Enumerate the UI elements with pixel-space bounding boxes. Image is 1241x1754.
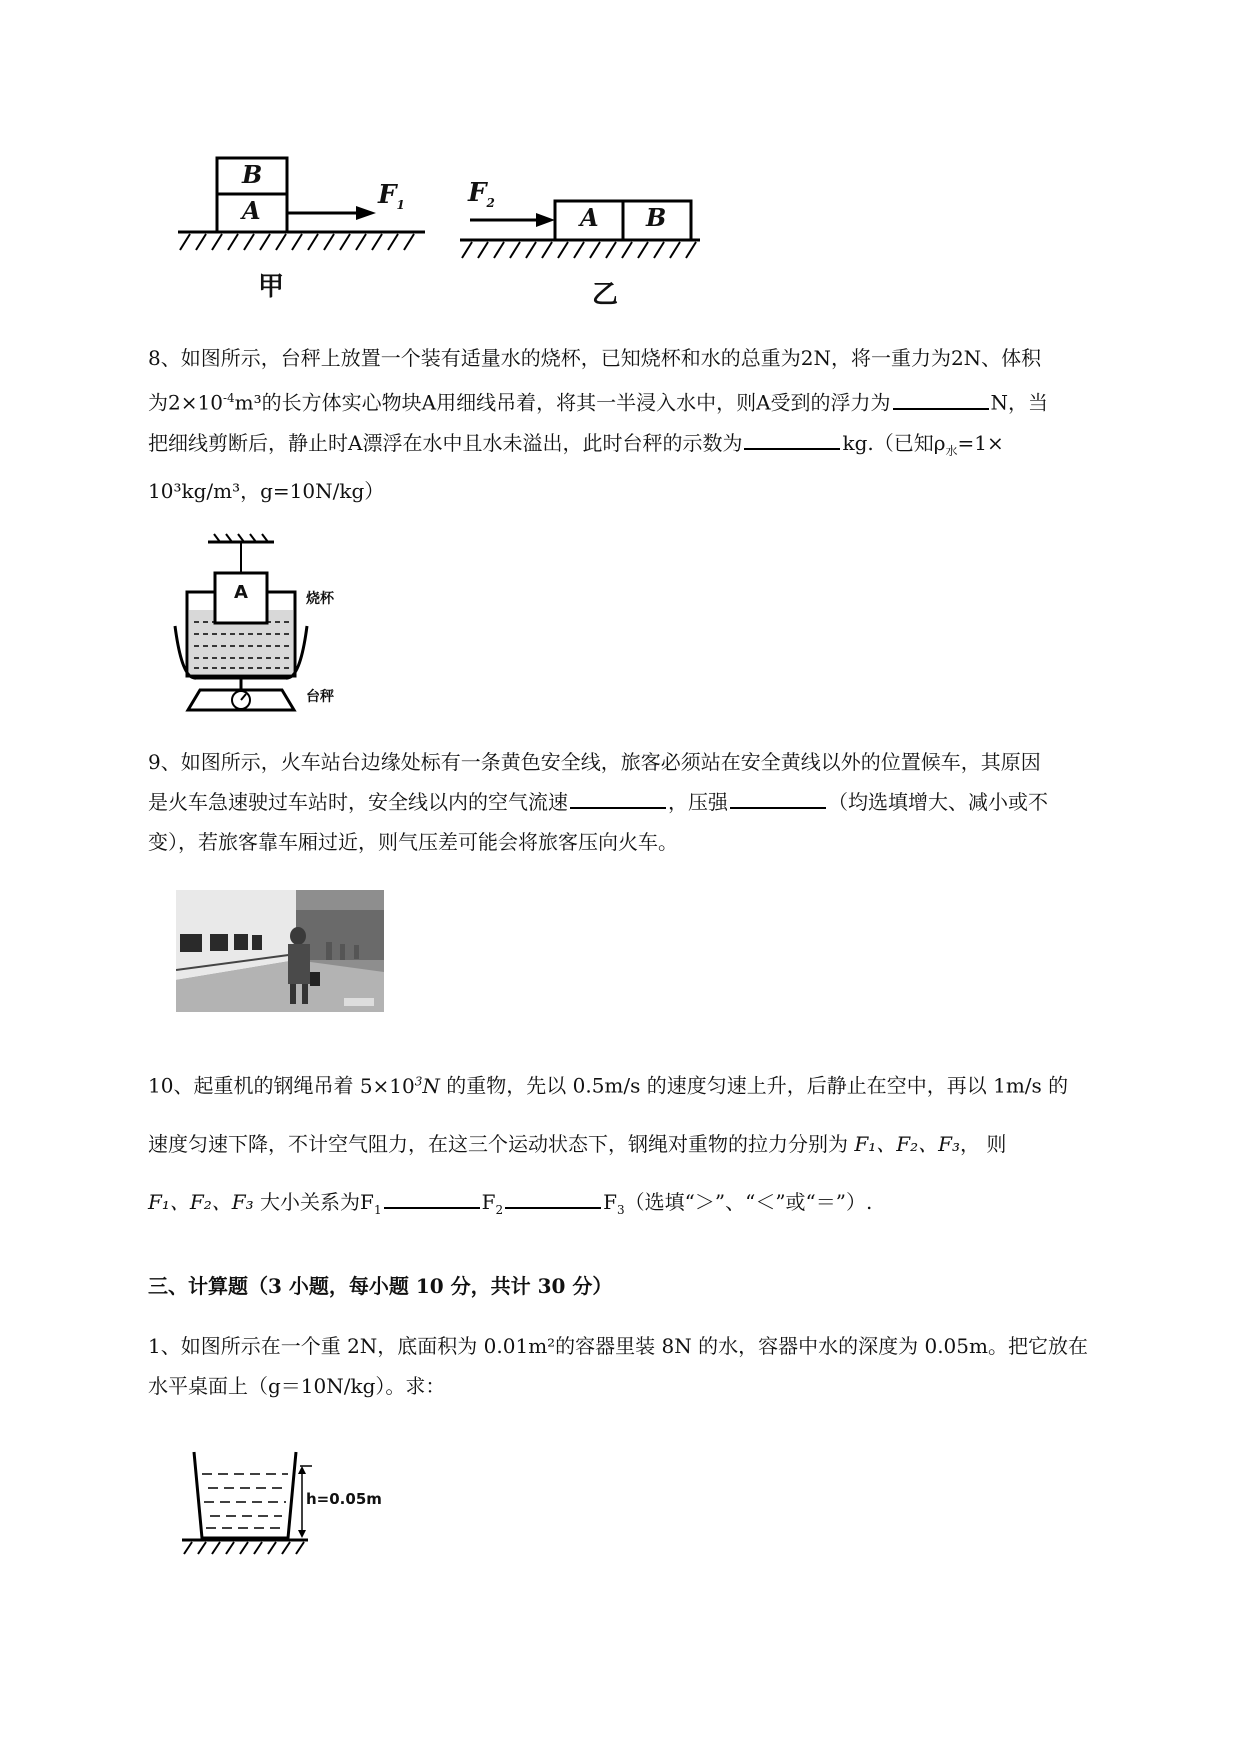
forces-expression-2: F₁、F₂、F₃ — [148, 1189, 254, 1214]
figure-label-jia: 甲 — [258, 272, 285, 302]
f1-f2-relation-blank[interactable] — [384, 1185, 480, 1209]
force-f2-label: $F_2$ — [468, 178, 495, 211]
weight-expression: $5\times 10^3N$ — [359, 1073, 440, 1098]
force-f1-label: $F_1$ — [378, 180, 405, 213]
question-8-line-4: 10³kg/m³，g=10N/kg） — [148, 478, 385, 503]
block-a-label-yi: A — [580, 203, 599, 232]
question-10-line-1: 10、起重机的钢绳吊着 $5\times 10^3N$ 的重物，先以 0.5m/s 的速度匀速上升，后静止在空中，再以 1m/s 的 — [148, 1073, 1069, 1098]
train-platform-photo — [176, 890, 384, 1012]
question-9-line-1: 9、如图所示，火车站台边缘处标有一条黄色安全线，旅客必须站在安全黄线以外的位置候车，其原因 — [148, 750, 1041, 774]
figure-container — [178, 1448, 408, 1558]
buoyancy-answer-blank[interactable] — [893, 386, 989, 410]
question-9-line-2: 是火车急速驶过车站时，安全线以内的空气流速 ，压强 （均选填增大、减小或不 — [148, 782, 1158, 822]
depth-label: h=0.05m — [306, 1490, 382, 1508]
question-10 — [148, 1052, 1158, 1239]
beaker-label: 烧杯 — [306, 591, 334, 607]
calc-question-1-line-1: 1、如图所示在一个重 2N，底面积为 0.01m²的容器里装 8N 的水，容器中水的深度为 0.05m。把它放在 — [148, 1334, 1088, 1358]
block-b-label-jia: B — [242, 160, 263, 189]
question-9-line-3: 变），若旅客靠车厢过近，则气压差可能会将旅客压向火车。 — [148, 830, 678, 854]
question-8-line-3: 把细线剪断后，静止时A漂浮在水中且水未溢出，此时台秤的示数为 kg.（已知$\rho_水=1\times$ — [148, 423, 1158, 471]
pressure-answer-blank[interactable] — [730, 785, 826, 809]
question-10-line-2: 速度匀速下降，不计空气阻力，在这三个运动状态下，钢绳对重物的拉力分别为 F₁、F₂、F₃， 则 — [148, 1131, 1007, 1156]
question-9 — [148, 742, 1158, 862]
scale-label: 台秤 — [306, 689, 334, 705]
train-platform-image — [176, 890, 384, 1012]
calc-question-1-line-2: 水平桌面上（g＝10N/kg）。求： — [148, 1374, 446, 1398]
block-a-label-jia: A — [242, 196, 261, 225]
figure-beaker-scale-drawing — [172, 530, 372, 712]
question-8-line-1: 8、如图所示，台秤上放置一个装有适量水的烧杯，已知烧杯和水的总重为2N，将一重力为2N、体积 — [148, 346, 1042, 370]
air-speed-answer-blank[interactable] — [570, 785, 666, 809]
section-3-heading: 三、计算题（3 小题，每小题 10 分，共计 30 分） — [148, 1274, 613, 1298]
block-a-label: A — [234, 582, 248, 603]
f2-f3-relation-blank[interactable] — [505, 1185, 601, 1209]
figure-beaker-scale — [172, 530, 372, 712]
block-b-label-yi: B — [646, 203, 667, 232]
forces-expression: F₁、F₂、F₃ — [854, 1131, 961, 1156]
figure-friction — [170, 150, 710, 310]
calc-question-1 — [148, 1326, 1158, 1406]
figure-label-yi: 乙 — [592, 280, 619, 310]
question-8 — [148, 338, 1158, 511]
question-10-line-3: F₁、F₂、F₃ 大小关系为$F_1$ $F_2$ $F_3$（选填“＞”、“＜”或“＝”）. — [148, 1173, 1158, 1239]
scale-reading-answer-blank[interactable] — [744, 426, 840, 450]
question-8-line-2: 为$2\times 10^{-4}m^3$的长方体实心物块A用细线吊着，将其一半浸入水中，则A受到的浮力为 N，当 — [148, 378, 1158, 423]
